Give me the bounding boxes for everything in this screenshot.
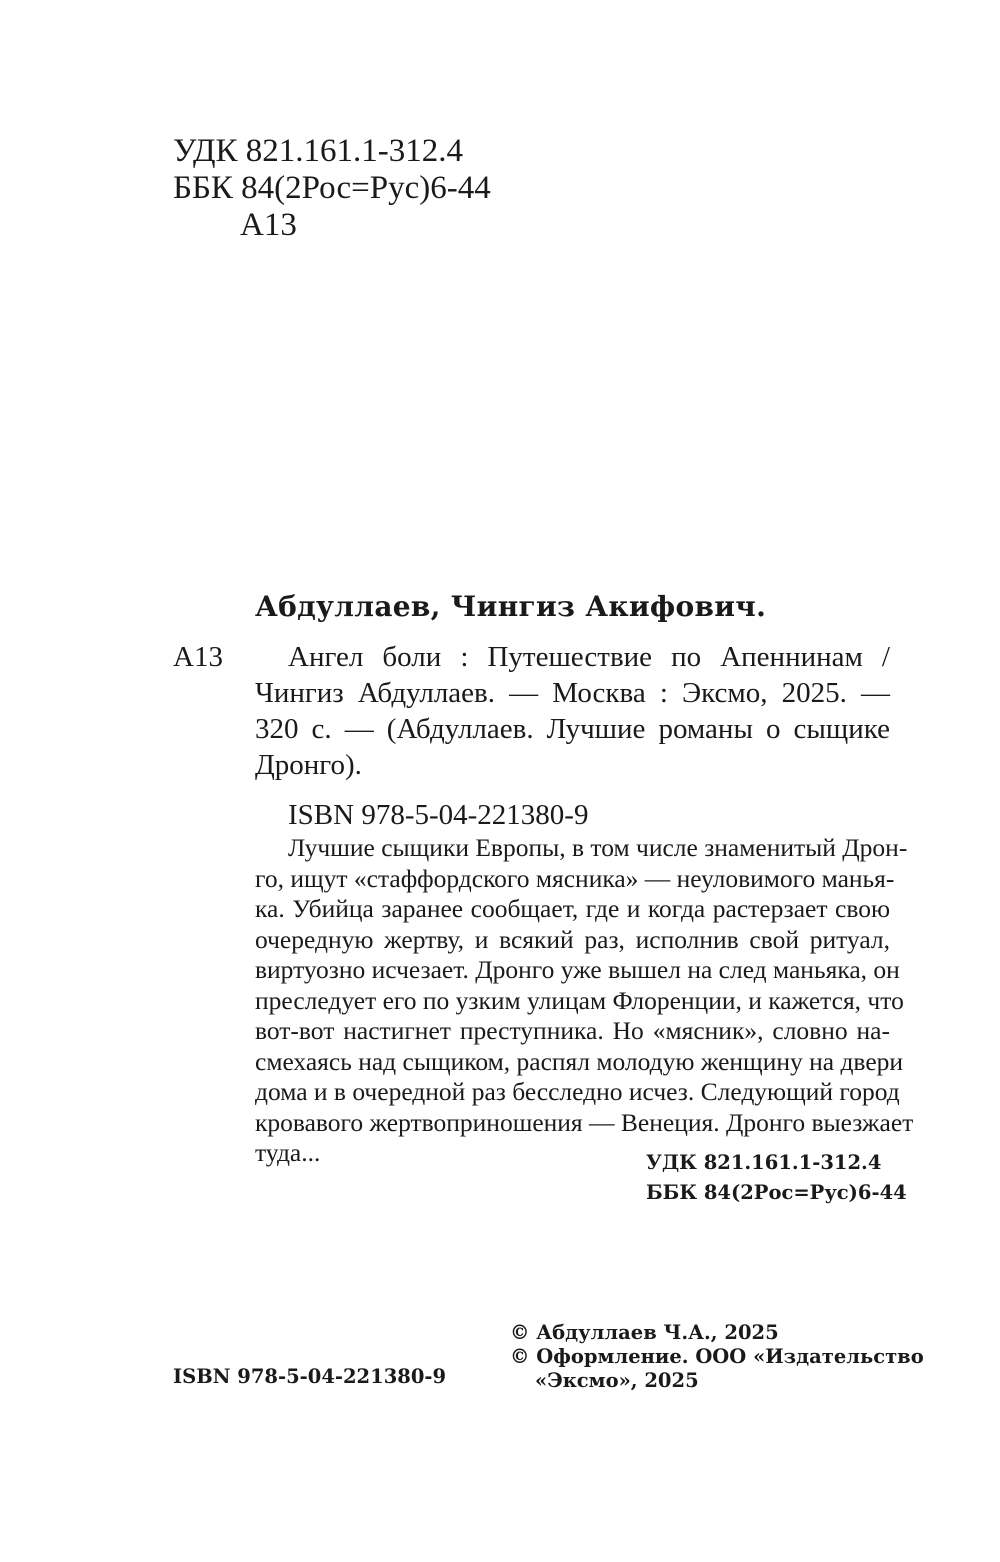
annotation-line: виртуозно исчезает. Дронго уже вышел на след маньяка, он — [255, 955, 900, 984]
annotation-line: вот-вот настигнет преступника. Но «мясник», словно на- — [255, 1016, 890, 1045]
top-author-code: А13 — [240, 207, 297, 243]
isbn-main: ISBN 978-5-04-221380-9 — [288, 799, 589, 831]
copyright-author: © Абдуллаев Ч.А., 2025 — [510, 1321, 779, 1344]
isbn-bottom: ISBN 978-5-04-221380-9 — [173, 1365, 447, 1388]
annotation-line: ка. Убийца заранее сообщает, где и когда растерзает свою — [255, 894, 890, 923]
bottom-udk-code: УДК 821.161.1-312.4 — [646, 1151, 882, 1174]
annotation-line: преследует его по узким улицам Флоренции, и кажется, что — [255, 986, 904, 1015]
copyright-design-cont: «Эксмо», 2025 — [535, 1369, 699, 1392]
annotation-line: смехаясь над сыщиком, распял молодую женщину на двери — [255, 1047, 904, 1076]
annotation-line: кровавого жертвоприношения — Венеция. Дронго выезжает — [255, 1108, 914, 1137]
bibliographic-line: Чингиз Абдуллаев. — Москва : Эксмо, 2025. — — [255, 677, 890, 709]
bottom-bbk-code: ББК 84(2Рос=Рус)6-44 — [646, 1181, 907, 1204]
copyright-design: © Оформление. ООО «Издательство — [510, 1345, 924, 1368]
annotation-line: туда... — [255, 1138, 321, 1167]
side-author-code: А13 — [173, 641, 223, 673]
bibliographic-line: 320 с. — (Абдуллаев. Лучшие романы о сыщике — [255, 713, 890, 745]
annotation-line: го, ищут «стаффордского мясника» — неуловимого манья- — [255, 864, 895, 893]
annotation-line: очередную жертву, и всякий раз, исполнив свой ритуал, — [255, 925, 890, 954]
annotation-line: Лучшие сыщики Европы, в том числе знаменитый Дрон- — [288, 833, 908, 862]
bibliographic-line: Дронго). — [255, 749, 362, 781]
annotation-line: дома и в очередной раз бесследно исчез. Следующий город — [255, 1077, 900, 1106]
top-bbk-code: ББК 84(2Рос=Рус)6-44 — [173, 170, 491, 206]
author-heading: Абдуллаев, Чингиз Акифович. — [255, 590, 767, 623]
bibliographic-line: Ангел боли : Путешествие по Апеннинам / — [288, 641, 890, 673]
top-udk-code: УДК 821.161.1-312.4 — [173, 133, 464, 169]
